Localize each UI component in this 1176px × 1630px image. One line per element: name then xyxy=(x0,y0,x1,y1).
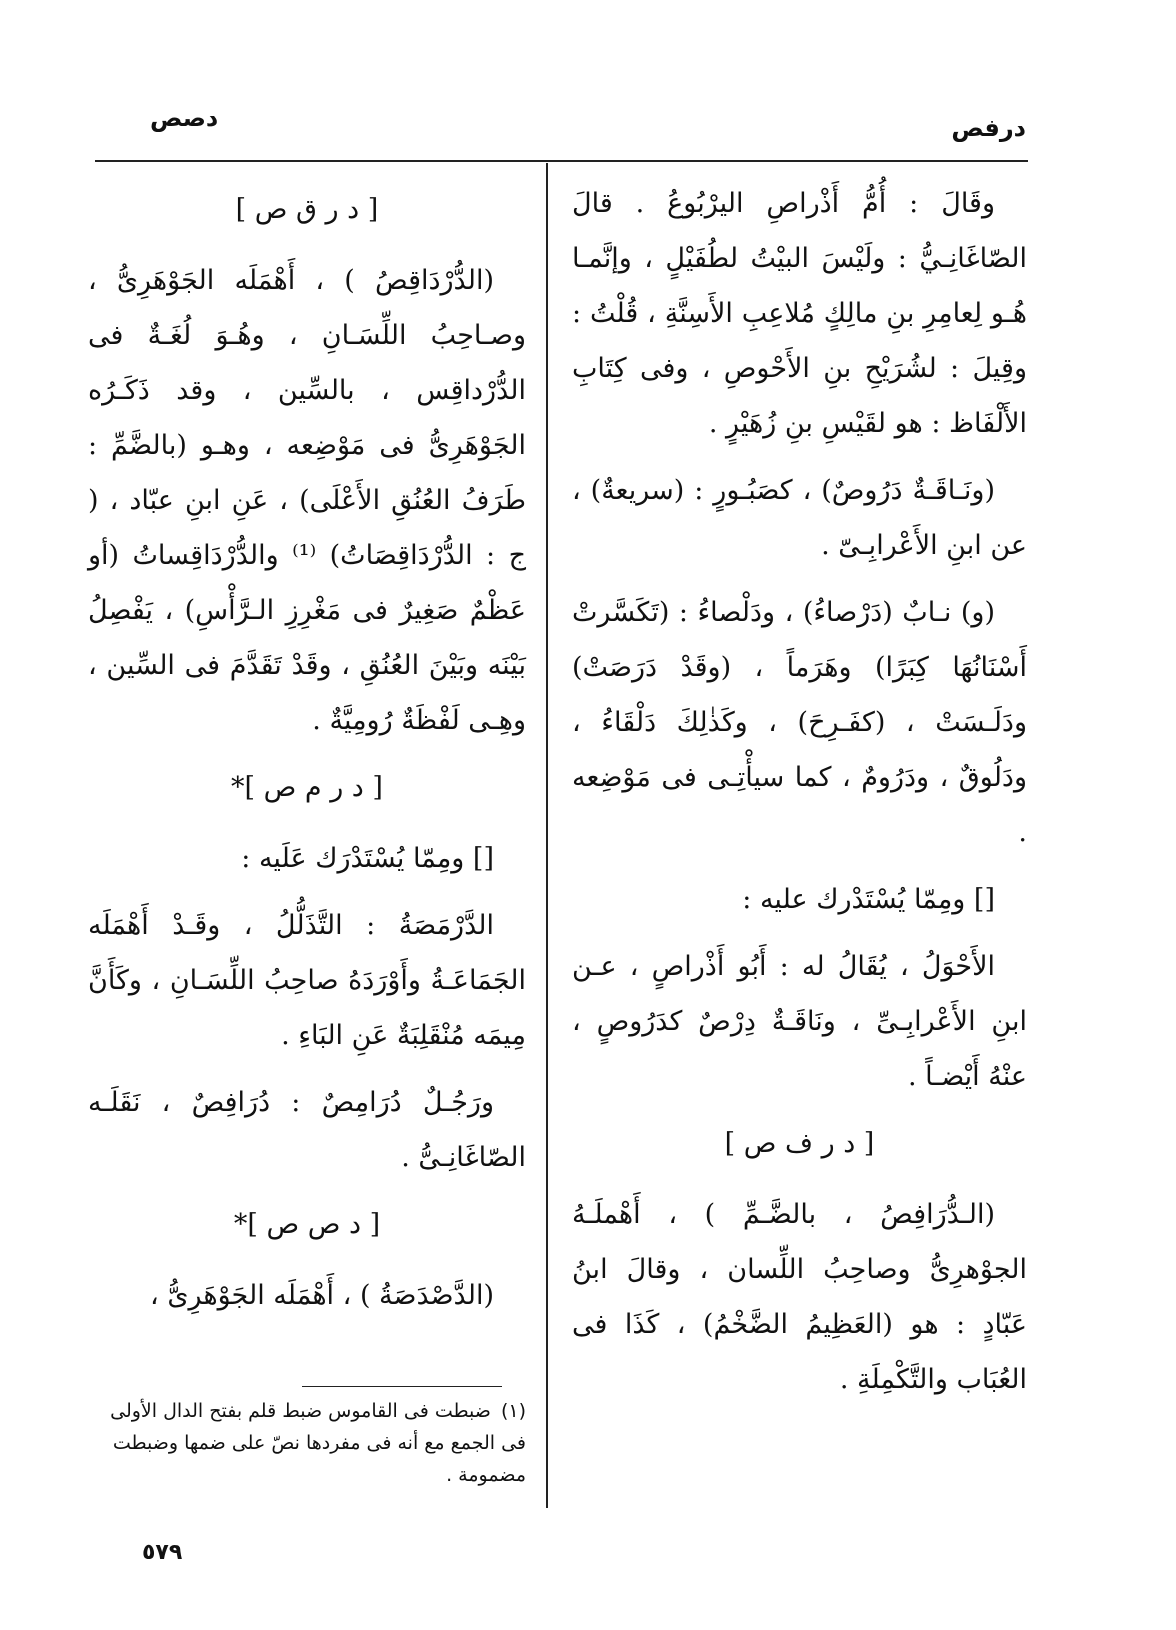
page-number: ٥٧٩ xyxy=(142,1540,183,1565)
entry-heading: [ د ر ف ص ] xyxy=(724,1128,875,1159)
footnote-number: (١) xyxy=(500,1400,526,1422)
entry-heading: [ د ص ص ]* xyxy=(233,1209,381,1240)
paragraph: ورَجُـلٌ دُرَامِصٌ : دُرَافِصٌ ، نَقَلَـه الصّاغَانِـىُّ . xyxy=(88,1087,526,1173)
paragraph: (الـدُّرَافِصُ ، بالضَّـمِّ ) ، أَهْملَـهُ الجوْهرِىُّ وصاحِبُ اللِّسان ، وقالَ ابنُ عَبّادٍ : هو (العَظِيمُ الضَّخْمُ) ، كَذَا فى العُبَاب والتَّكْمِلَةِ . xyxy=(572,1199,1027,1395)
entry-heading: [ د ر ق ص ] xyxy=(235,194,379,225)
paragraph: الأَحْوَلُ ، يُقَالُ له : أَبُو أَذْراصٍ ، عـن ابنِ الأَعْرابِـىِّ ، ونَاقَـةٌ دِرْصٌ كدَرُوصٍ ، عنْهُ أَيْضـاً . xyxy=(572,951,1027,1092)
column-divider xyxy=(546,163,548,1508)
entry-heading: [ د ر م ص ]* xyxy=(231,772,383,803)
paragraph: (الدُّرْدَاقِصُ ) ، أَهْمَلَه الجَوْهَرِىُّ ، وصـاحِبُ اللِّسَـانِ ، وهُـوَ لُغَـةٌ فى الدُّرْداقِس ، بالسِّين ، وقد ذَكَـرُه الجَوْهَرِىُّ فى مَوْضِعه ، وهـو (بالضَّمِّ : طَرَفُ العُنُقِ الأَعْلَى) ، عَنِ ابنِ عبّاد ، ( ج : الدُّرْدَاقِصَاتُ) ⁽¹⁾ والدُّرْدَاقِساتُ (أو عَظْمٌ صَغِيرٌ فى مَغْرِزِ الـرَّأْسِ) ، يَفْصِلُ بَيْنَه وبَيْنَ العُنُقِ ، وقَدْ تَقَدَّمَ فى السِّين ، وهِـى لَفْظَةٌ رُومِيَّةٌ . xyxy=(88,265,526,736)
paragraph: وقَالَ : أُمُّ أَذْراصِ اليرْبُوعُ . قالَ الصّاغَانِـيُّ : ولَيْسَ البيْتُ لطُفَيْلٍ ، وإنَّمـا هُـو لِعامِرِ بنِ مالِكٍ مُلاعِبِ الأَسِنَّةِ ، قُلْتُ : وقِيلَ : لشُرَيْحِ بنِ الأَحْوصِ ، وفى كِتَابِ الأَلْفَاظ : هو لقَيْسِ بنِ زُهَيْرٍ . xyxy=(572,188,1027,439)
left-column xyxy=(88,176,526,1335)
paragraph: [] ومِمّا يُسْتَدْرَك عَلَيه : xyxy=(241,843,494,874)
footnote-rule xyxy=(302,1386,502,1387)
footnote xyxy=(88,1395,526,1491)
paragraph: (و) نـابٌ (دَرْصاءُ) ، ودَلْصاءُ : (تَكَسَّرتْ أَسْنَانُهَا كِبَرًا) وهَرَماً ، (وقَدْ دَرَصَتْ) ودَلَـسَتْ ، (كفَـرِحَ) ، وكَذٰلِكَ دَلْقَاءُ ، ودَلُوقٌ ، ودَرُومٌ ، كما سيأْتِـى فى مَوْضِعه . xyxy=(572,597,1027,848)
running-head-left: دصص xyxy=(150,104,219,132)
right-column xyxy=(572,176,1027,1419)
running-head-right: درفص xyxy=(951,114,1026,142)
paragraph: (الدَّصْدَصَةُ ) ، أَهْمَلَه الجَوْهَرِىُّ ، xyxy=(150,1280,494,1311)
header-rule xyxy=(95,160,1028,162)
footnote-text: ضبطت فى القاموس ضبط قلم بفتح الدال الأولى فى الجمع مع أنه فى مفردها نصّ على ضمها وضبطت مضمومة . xyxy=(110,1400,526,1486)
paragraph: (ونَـاقَـةٌ دَرُوصٌ) ، كصَبُـورٍ : (سريعةٌ) ، عن ابنِ الأَعْرابِـىّ . xyxy=(572,475,1027,561)
paragraph: [] ومِمّا يُسْتَدْرك عليه : xyxy=(742,884,995,915)
paragraph: الدَّرْمَصَةُ : التَّذَلُّلُ ، وقَـدْ أَهْمَلَه الجَمَاعَـةُ وأَوْرَدَهُ صاحِبُ اللِّسَـانِ ، وكَأَنَّ مِيمَه مُنْقَلِبَةٌ عَنِ البَاءِ . xyxy=(88,910,526,1051)
